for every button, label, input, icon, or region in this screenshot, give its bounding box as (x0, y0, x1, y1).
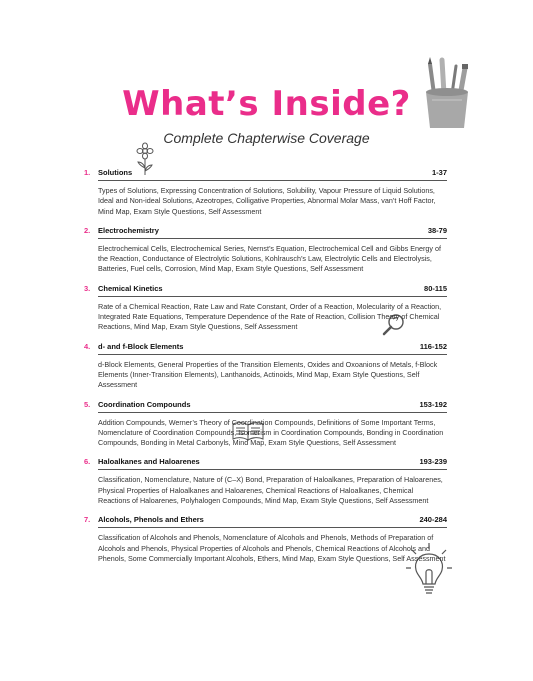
toc-entry[interactable] (84, 284, 447, 333)
page-subtitle: Complete Chapterwise Coverage (163, 130, 370, 146)
chapter-pages: 240-284 (419, 515, 447, 525)
divider (98, 238, 447, 239)
divider (98, 354, 447, 355)
chapter-pages: 38-79 (427, 225, 447, 235)
chapter-pages: 193-239 (419, 457, 447, 467)
toc-entry[interactable] (84, 342, 447, 391)
chapter-title[interactable]: d- and f-Block Elements (98, 341, 184, 351)
chapter-title[interactable]: Alcohols, Phenols and Ethers (98, 515, 204, 525)
chapter-description: Types of Solutions, Expressing Concentration of Solutions, Solubility, Vapour Pressure of Liquid Solutions, Ideal and Non-ideal Solutions, Azeotropes, Colligative Properties, Abnormal Molar Mass, van’t Hoff Factor, Mind Map, Exam Style Questions, Self Assessment (98, 186, 436, 216)
chapter-number: 1. (84, 168, 91, 177)
chapter-pages: 153-192 (419, 399, 447, 409)
chapter-number: 4. (84, 341, 91, 351)
page-title: What’s Inside? (122, 84, 411, 124)
chapter-title[interactable]: Electrochemistry (98, 225, 159, 235)
table-of-contents (84, 168, 447, 573)
chapter-title[interactable]: Solutions (98, 168, 133, 177)
divider (98, 296, 447, 297)
chapter-number: 7. (84, 515, 91, 525)
chapter-number: 5. (84, 399, 91, 409)
chapter-number: 3. (84, 283, 91, 293)
chapter-description: Rate of a Chemical Reaction, Rate Law and Rate Constant, Order of a Reaction, Molecularity of a Reaction, Integrated Rate Equations, Temperature Dependence of the Rate of Reaction, Collision Theory of Chemical Reactions, Mind Map, Exam Style Questions, Self Assessment (98, 301, 442, 332)
chapter-pages: 116-152 (419, 341, 447, 351)
toc-entry[interactable] (84, 226, 447, 275)
chapter-description: Electrochemical Cells, Electrochemical Series, Nernst’s Equation, Electrochemical Cell and Gibbs Energy of the Reaction, Conductance of Electrolytic Solutions, Kohlrausch’s Law, Electrolytic Cells and Electrolysis, Batteries, Fuel cells, Corrosion, Mind Map, Exam Style Questions, Self Assessment (98, 243, 442, 274)
chapter-pages: 80-115 (424, 283, 447, 293)
divider (98, 412, 447, 413)
chapter-description: Addition Compounds, Werner’s Theory of Coordination Compounds, Definitions of Some Important Terms, Nomenclature of Coordination Compounds, Isomerism in Coordination Compounds, Bonding in Coordination Compounds, Bonding in Metal Carbonyls, Mind Map, Exam Style Questions, Self Assessment (98, 417, 444, 448)
chapter-description: d-Block Elements, General Properties of the Transition Elements, Oxides and Oxoanions of Metals, f-Block Elements (Inner-Transition Elements), Lanthanoids, Actinoids, Mind Map, Exam Style Questions, Self Assessment (98, 359, 438, 390)
toc-entry[interactable] (84, 168, 447, 217)
chapter-pages: 1-37 (431, 168, 447, 177)
chapter-title[interactable]: Haloalkanes and Haloarenes (98, 457, 200, 467)
toc-entry[interactable] (84, 515, 447, 564)
chapter-number: 2. (84, 225, 91, 235)
chapter-title[interactable]: Coordination Compounds (98, 399, 191, 409)
divider (98, 527, 447, 528)
chapter-description: Classification, Nomenclature, Nature of (C–X) Bond, Preparation of Haloalkanes, Preparation of Haloarenes, Physical Properties of Haloalkanes and Haloarenes, Chemical Reactions of Haloalkanes, Chemical Reactions of Haloarenes, Polyhalogen Compounds, Mind Map, Exam Style Questions, Self Assessment (98, 475, 443, 506)
divider (98, 469, 447, 470)
chapter-description: Classification of Alcohols and Phenols, Nomenclature of Alcohols and Phenols, Methods of Preparation of Alcohols and Phenols, Physical Properties of Alcohols and Phenols, Chemical Reactions of Alcohols and Phenols, Some Commercially Important Alcohols, Ethers, Mind Map, Exam Style Questions, Self Assessment (98, 533, 446, 563)
chapter-title[interactable]: Chemical Kinetics (98, 283, 163, 293)
chapter-number: 6. (84, 457, 91, 467)
divider (98, 180, 447, 181)
toc-entry[interactable] (84, 457, 447, 506)
toc-entry[interactable] (84, 400, 447, 449)
